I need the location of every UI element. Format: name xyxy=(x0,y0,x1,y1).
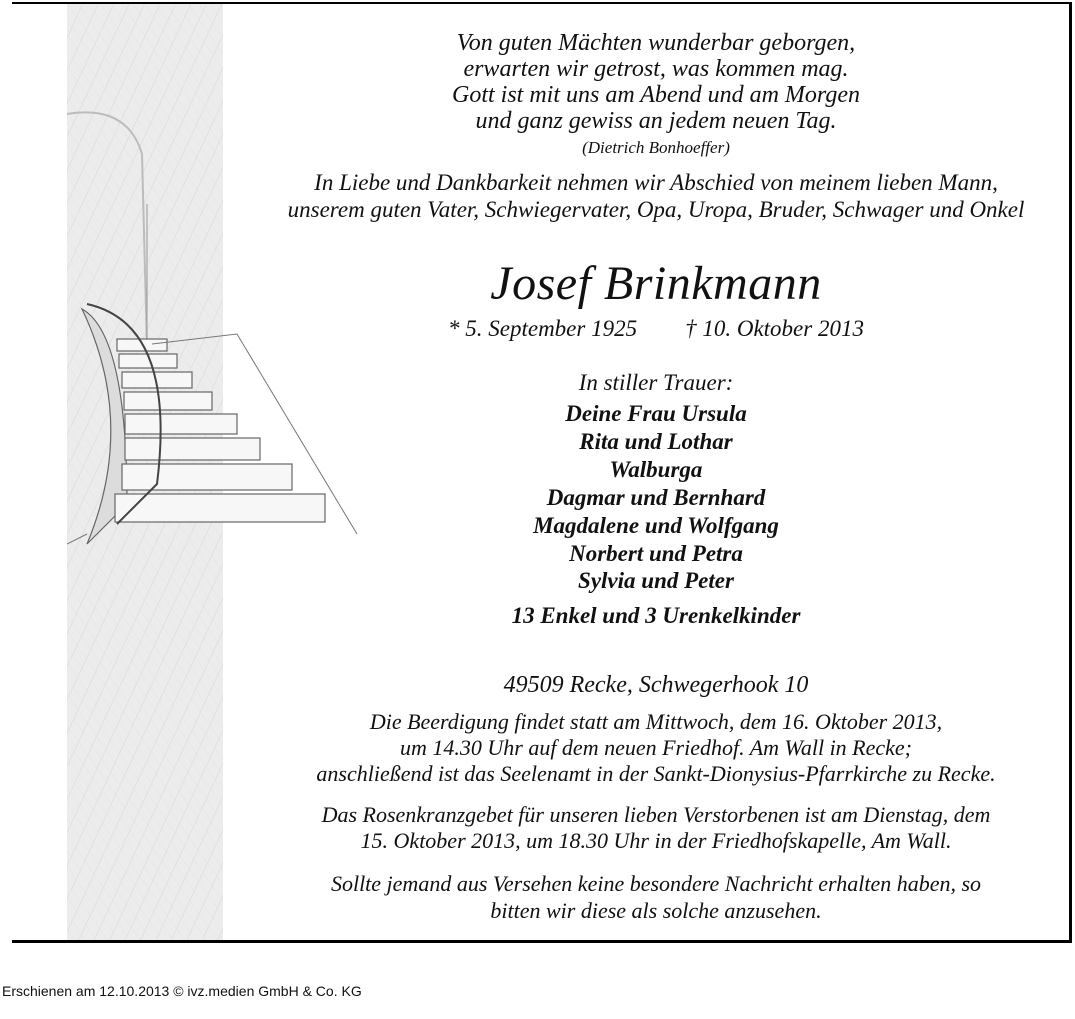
funeral-line: Die Beerdigung findet statt am Mittwoch, dem 16. Oktober 2013, xyxy=(369,709,943,734)
life-dates xyxy=(252,316,1060,342)
poem-line: Gott ist mit uns am Abend und am Morgen xyxy=(452,82,860,108)
mourner-name: Deine Frau Ursula xyxy=(565,401,747,426)
mourner-name: Magdalene und Wolfgang xyxy=(533,513,779,538)
closing-line: Sollte jemand aus Versehen keine besondere Nachricht erhalten haben, so xyxy=(330,871,982,896)
mourners-label: In stiller Trauer: xyxy=(578,370,734,395)
death-date: † 10. Oktober 2013 xyxy=(685,316,864,341)
poem-line: erwarten wir getrost, was kommen mag. xyxy=(463,56,849,82)
mourner-name: Dagmar und Bernhard xyxy=(546,485,766,510)
birth-date: * 5. September 1925 xyxy=(448,316,638,341)
intro-line: unserem guten Vater, Schwiegervater, Opa, Uropa, Bruder, Schwager und Onkel xyxy=(287,197,1025,222)
mourner-name: Rita und Lothar xyxy=(579,429,733,454)
rosary-line: Das Rosenkranzgebet für unseren lieben Verstorbenen ist am Dienstag, dem xyxy=(321,802,991,827)
deceased-name: Josef Brinkmann xyxy=(490,257,822,310)
mourner-name: Sylvia und Peter xyxy=(578,568,734,593)
address: 49509 Recke, Schwegerhook 10 xyxy=(503,672,809,698)
mourner-name: Walburga xyxy=(609,457,703,482)
poem-attribution: (Dietrich Bonhoeffer) xyxy=(582,138,730,157)
grandchildren: 13 Enkel und 3 Urenkelkinder xyxy=(511,603,801,628)
rosary-line: 15. Oktober 2013, um 18.30 Uhr in der Friedhofskapelle, Am Wall. xyxy=(360,828,952,853)
mourner-name: Norbert und Petra xyxy=(569,541,743,566)
obituary-notice xyxy=(12,2,1072,943)
publication-footer: Erschienen am 12.10.2013 © ivz.medien GmbH & Co. KG xyxy=(2,983,362,999)
intro-line: In Liebe und Dankbarkeit nehmen wir Abschied von meinem lieben Mann, xyxy=(314,170,998,195)
funeral-line: anschließend ist das Seelenamt in der Sankt-Dionysius-Pfarrkirche zu Recke. xyxy=(316,761,996,786)
poem-line: Von guten Mächten wunderbar geborgen, xyxy=(456,30,856,56)
funeral-line: um 14.30 Uhr auf dem neuen Friedhof. Am Wall in Recke; xyxy=(399,735,912,760)
closing-line: bitten wir diese als solche anzusehen. xyxy=(490,898,822,923)
poem-line: und ganz gewiss an jedem neuen Tag. xyxy=(475,108,837,134)
